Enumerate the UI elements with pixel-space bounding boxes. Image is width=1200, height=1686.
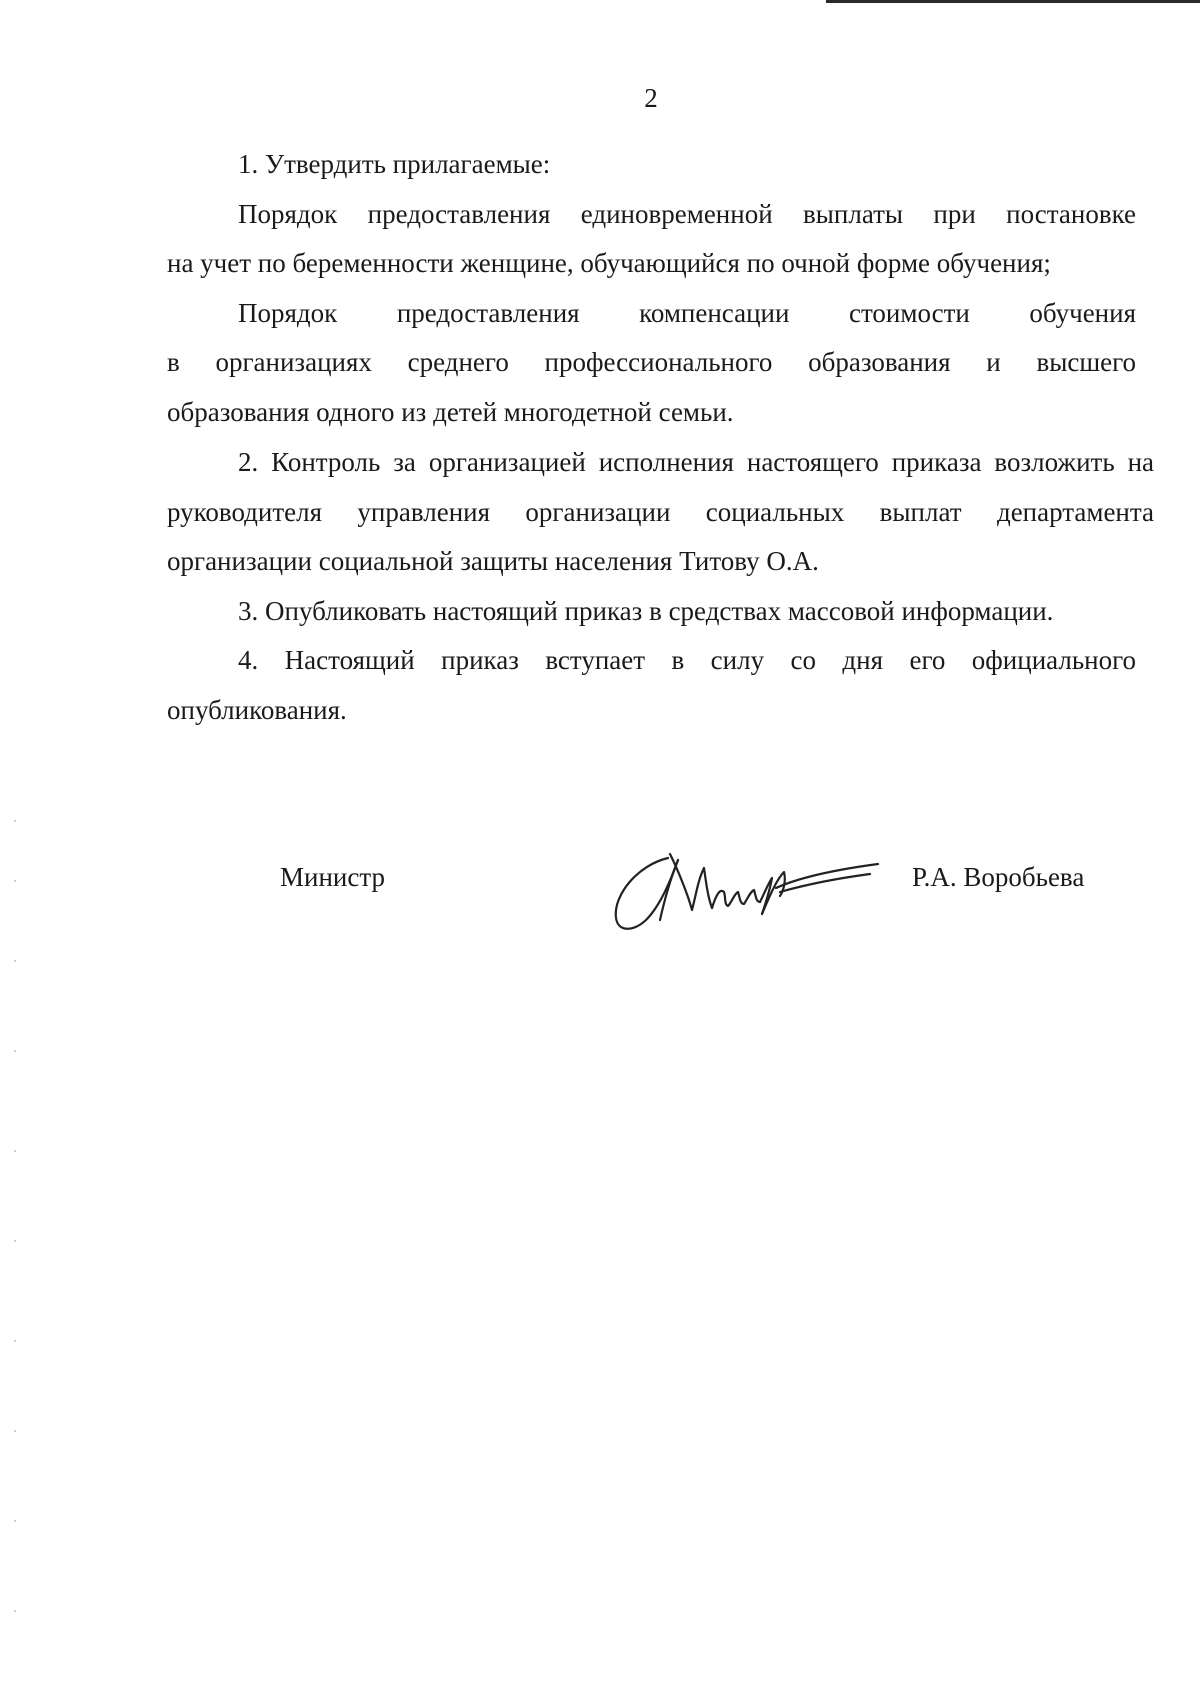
- paragraph-item-2: 2. Контроль за организацией исполнения настоящего приказа возложить на руководителя управления организации социальных выплат департамента организации социальной защиты населения Титову О.А.: [167, 447, 1154, 576]
- handwritten-signature: [608, 840, 888, 940]
- scan-margin-artifacts: [14, 820, 20, 1670]
- document-body: [167, 140, 1136, 437]
- top-edge-rule: [826, 0, 1200, 3]
- signature-block: [0, 840, 1200, 940]
- paragraph-procedure-payment: [167, 190, 1136, 289]
- paragraph-procedure-compensation-line-2: в организациях среднего профессионального образования и высшего: [167, 347, 1136, 377]
- paragraph-item-1: 1. Утвердить прилагаемые:: [238, 149, 551, 179]
- paragraph-item-4-line-1: 4. Настоящий приказ вступает в силу со дня его официального: [238, 645, 1136, 675]
- paragraph-procedure-payment-line-2: на учет по беременности женщине, обучающийся по очной форме обучения;: [167, 248, 1051, 278]
- paragraph-procedure-compensation-line-3: образования одного из детей многодетной семьи.: [167, 396, 734, 427]
- page-number: 2: [644, 83, 658, 113]
- signatory-position: Министр: [280, 862, 385, 892]
- paragraph-procedure-compensation: [167, 289, 1136, 438]
- paragraph-item-4-line-2: опубликования.: [167, 694, 347, 725]
- paragraph-procedure-compensation-line-1: Порядок предоставления компенсации стоимости обучения: [238, 297, 1136, 328]
- paragraph-procedure-payment-line-1: Порядок предоставления единовременной выплаты при постановке: [238, 198, 1136, 229]
- paragraph-item-3: 3. Опубликовать настоящий приказ в средствах массовой информации.: [238, 595, 1054, 626]
- document-body-continued: [167, 438, 1154, 636]
- signatory-name: Р.А. Воробьева: [912, 862, 1085, 892]
- document-body-final: [167, 636, 1136, 735]
